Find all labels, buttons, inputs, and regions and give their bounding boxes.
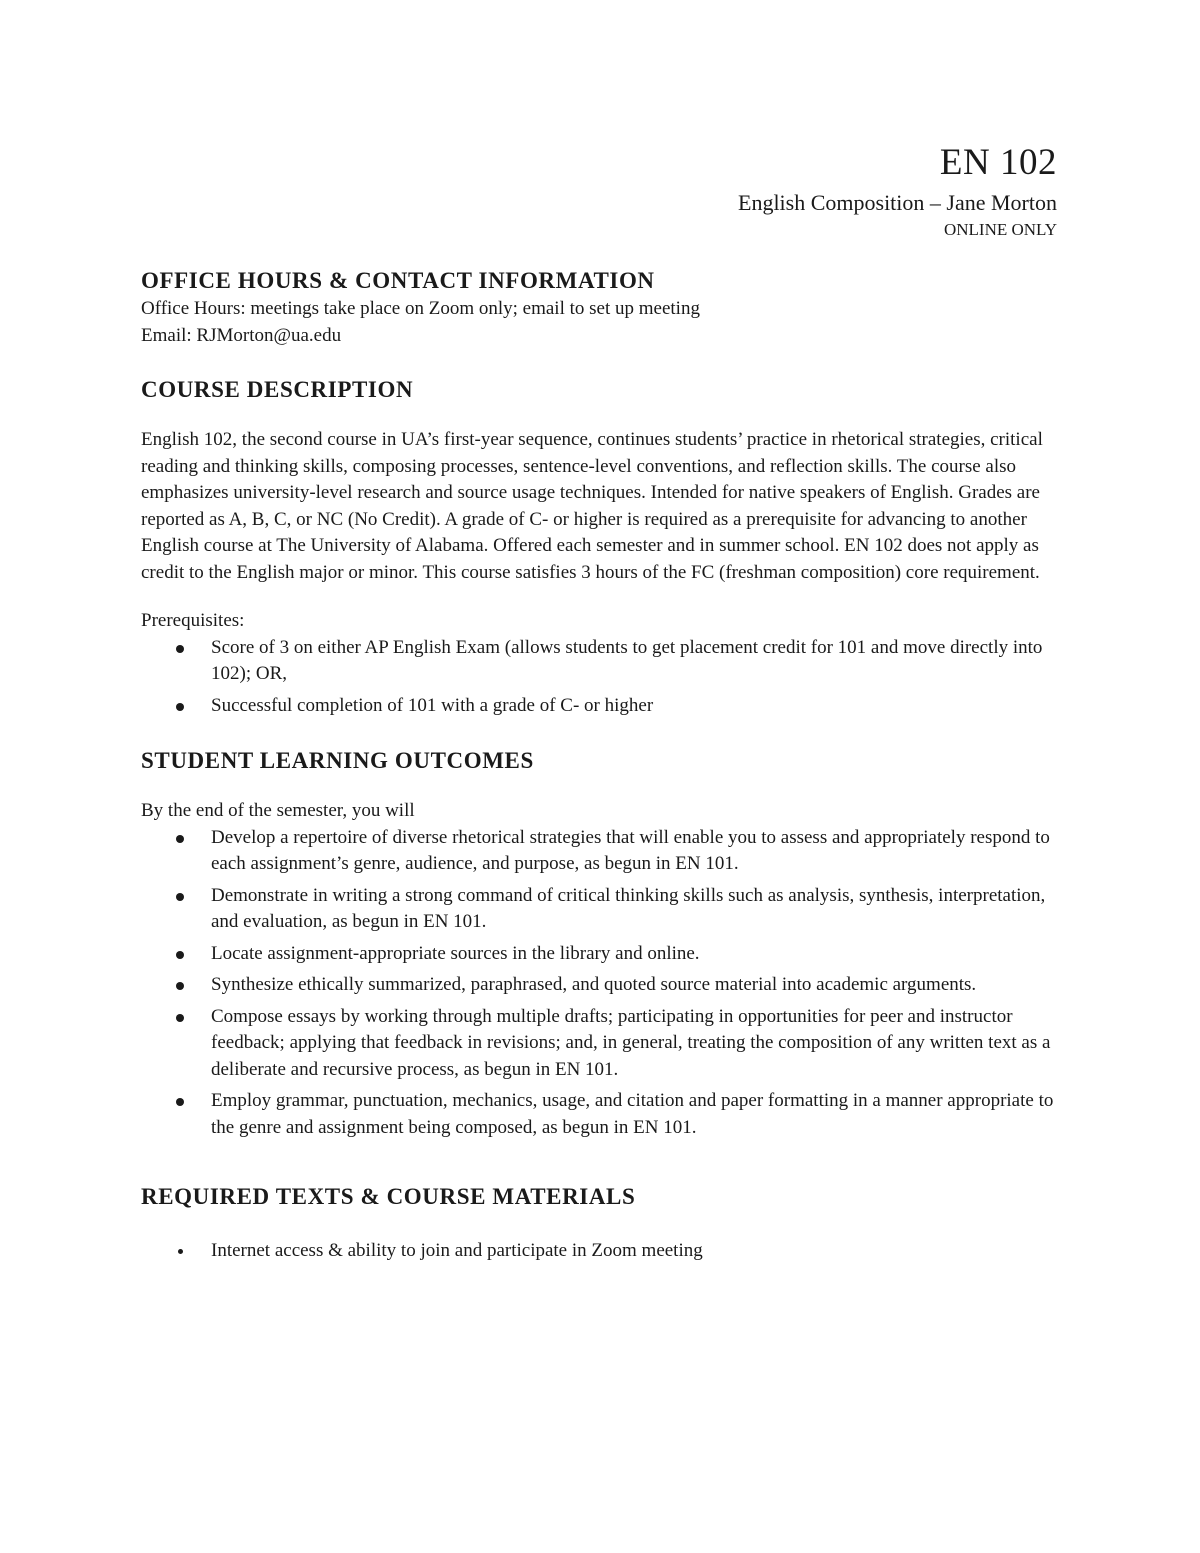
list-item: Successful completion of 101 with a grade of C- or higher	[141, 693, 1061, 720]
course-description-text: English 102, the second course in UA’s first-year sequence, continues students’ practice in rhetorical strategies, critical reading and thinking skills, composing processes, sentence-level conventions, and reflection skills. The course also emphasizes university-level research and source usage techniques. Intended for native speakers of English. Grades are reported as A, B, C, or NC (No Credit). A grade of C- or higher is required as a prerequisite for advancing to another English course at The University of Alabama. Offered each semester and in summer school. EN 102 does not apply as credit to the English major or minor. This course satisfies 3 hours of the FC (freshman composition) core requirement.	[141, 429, 1043, 583]
list-item: Employ grammar, punctuation, mechanics, usage, and citation and paper formatting in a manner appropriate to the genre and assignment being composed, as begun in EN 101.	[141, 1088, 1061, 1141]
learning-outcomes-heading: STUDENT LEARNING OUTCOMES	[141, 748, 534, 773]
bullet-icon	[178, 1249, 183, 1254]
course-mode: ONLINE ONLY	[943, 220, 1057, 239]
bullet-icon	[176, 835, 184, 843]
bullet-icon	[176, 703, 184, 711]
course-description-heading: COURSE DESCRIPTION	[141, 377, 414, 402]
bullet-icon	[176, 893, 184, 901]
course-code: EN 102	[939, 142, 1057, 183]
office-hours-text: Office Hours: meetings take place on Zoom only; email to set up meeting	[141, 298, 700, 319]
list-item: Demonstrate in writing a strong command of critical thinking skills such as analysis, synthesis, interpretation, and evaluation, as begun in EN 101.	[141, 883, 1061, 936]
prerequisites-list	[141, 635, 1061, 720]
list-item: Score of 3 on either AP English Exam (allows students to get placement credit for 101 and move directly into 102); OR,	[141, 635, 1061, 688]
contact-email: Email: RJMorton@ua.edu	[141, 324, 342, 346]
learning-outcomes-list	[141, 825, 1061, 1142]
bullet-icon	[176, 645, 184, 653]
bullet-icon	[176, 1014, 184, 1022]
bullet-icon	[176, 982, 184, 990]
course-subtitle: English Composition – Jane Morton	[738, 190, 1057, 215]
office-hours-heading: OFFICE HOURS & CONTACT INFORMATION	[141, 268, 655, 293]
list-item: Synthesize ethically summarized, paraphrased, and quoted source material into academic arguments.	[141, 972, 1061, 999]
prerequisites-label: Prerequisites:	[141, 610, 245, 631]
learning-outcomes-intro: By the end of the semester, you will	[141, 800, 415, 821]
bullet-icon	[176, 1098, 184, 1106]
list-item: Locate assignment-appropriate sources in the library and online.	[141, 941, 1061, 968]
list-item: Internet access & ability to join and participate in Zoom meeting	[141, 1238, 1061, 1265]
list-item: Compose essays by working through multiple drafts; participating in opportunities for peer and instructor feedback; applying that feedback in revisions; and, in general, treating the composition of any written text as a deliberate and recursive process, as begun in EN 101.	[141, 1004, 1061, 1084]
course-header	[738, 140, 1057, 242]
syllabus-content	[141, 266, 1061, 1270]
bullet-icon	[176, 951, 184, 959]
materials-list	[141, 1238, 1061, 1265]
required-texts-heading: REQUIRED TEXTS & COURSE MATERIALS	[141, 1184, 636, 1209]
list-item: Develop a repertoire of diverse rhetorical strategies that will enable you to assess and appropriately respond to each assignment’s genre, audience, and purpose, as begun in EN 101.	[141, 825, 1061, 878]
